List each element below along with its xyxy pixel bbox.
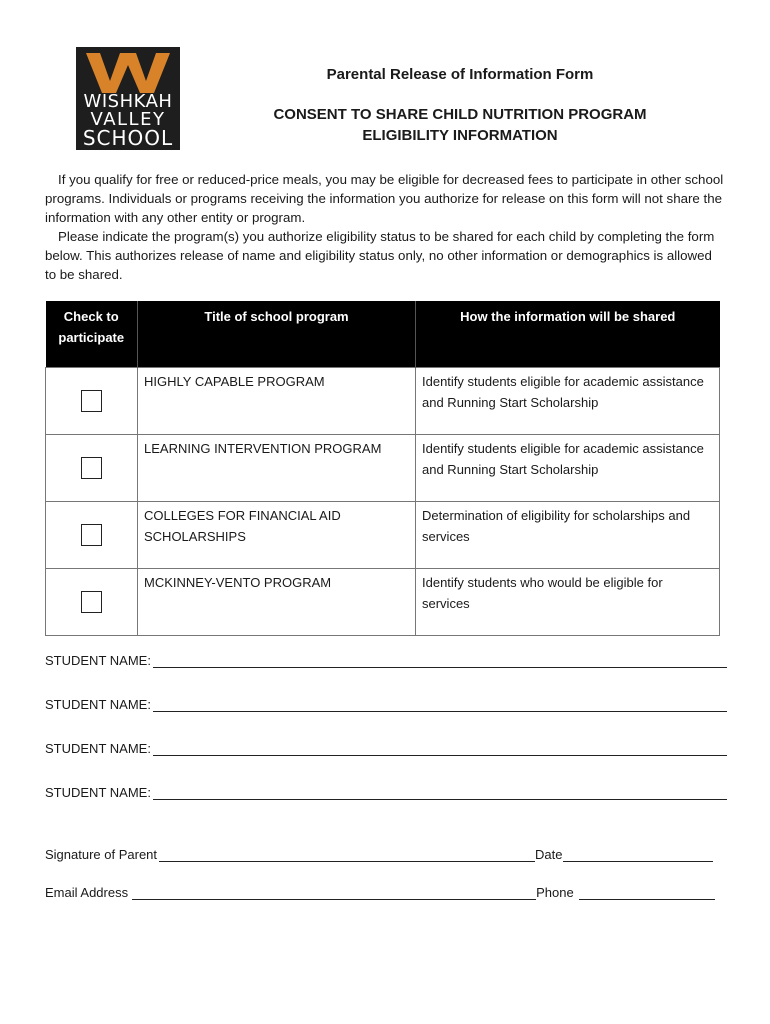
email-label: Email Address <box>45 885 129 900</box>
form-subtitle: CONSENT TO SHARE CHILD NUTRITION PROGRAM ELIGIBILITY INFORMATION <box>273 106 647 144</box>
participate-checkbox-colleges-financial-aid[interactable] <box>81 524 102 546</box>
student-name-label: STUDENT NAME: <box>45 785 151 800</box>
date-input-line[interactable] <box>563 847 713 862</box>
student-name-field-3 <box>45 741 727 756</box>
student-name-input-line[interactable] <box>153 653 727 668</box>
student-name-input-line[interactable] <box>153 697 727 712</box>
intro-paragraph-2: Please indicate the program(s) you authorize eligibility status to be shared for each child by completing the form below. This authorizes release of name and eligibility status only, no other information or demographics is allowed to be shared. <box>45 229 715 282</box>
table-row <box>46 502 720 569</box>
email-input-line[interactable] <box>132 885 536 900</box>
sharing-description-cell: Identify students eligible for academic assistance and Running Start Scholarship <box>416 435 720 502</box>
email-phone-row <box>45 885 715 900</box>
program-title-cell: LEARNING INTERVENTION PROGRAM <box>138 435 416 502</box>
table-row <box>46 368 720 435</box>
signature-label: Signature of Parent <box>45 847 158 862</box>
program-title-cell: MCKINNEY-VENTO PROGRAM <box>138 569 416 636</box>
program-title-cell: COLLEGES FOR FINANCIAL AID SCHOLARSHIPS <box>138 502 416 569</box>
table-row <box>46 569 720 636</box>
student-name-field-2 <box>45 697 727 712</box>
program-title-cell: HIGHLY CAPABLE PROGRAM <box>138 368 416 435</box>
student-name-input-line[interactable] <box>153 741 727 756</box>
student-name-label: STUDENT NAME: <box>45 653 151 668</box>
checkbox-cell <box>46 368 138 435</box>
table-row <box>46 435 720 502</box>
header-check-to-participate: Check to participate <box>46 301 138 368</box>
student-name-label: STUDENT NAME: <box>45 697 151 712</box>
school-logo <box>76 47 180 150</box>
header-program-title: Title of school program <box>138 301 416 368</box>
form-title: Parental Release of Information Form <box>326 66 594 83</box>
logo-text-line-2: VALLEY <box>90 109 166 130</box>
phone-label: Phone <box>536 885 574 900</box>
logo-text-line-1: WISHKAH <box>83 91 173 112</box>
program-table <box>45 301 720 636</box>
date-label: Date <box>535 847 563 862</box>
signature-date-row <box>45 847 713 862</box>
student-name-field-4 <box>45 785 727 800</box>
logo-text-line-3: SCHOOL <box>82 126 174 150</box>
intro-paragraph-1: If you qualify for free or reduced-price meals, you may be eligible for decreased fees to participate in other school programs. Individuals or programs receiving the information you authorize for release on this form will not share the information with any other entity or program. <box>45 172 724 225</box>
sharing-description-cell: Determination of eligibility for scholarships and services <box>416 502 720 569</box>
participate-checkbox-learning-intervention[interactable] <box>81 457 102 479</box>
checkbox-cell <box>46 435 138 502</box>
sharing-description-cell: Identify students who would be eligible for services <box>416 569 720 636</box>
participate-checkbox-highly-capable[interactable] <box>81 390 102 412</box>
checkbox-cell <box>46 569 138 636</box>
student-name-label: STUDENT NAME: <box>45 741 151 756</box>
table-header-row <box>46 301 720 368</box>
student-name-input-line[interactable] <box>153 785 727 800</box>
phone-input-line[interactable] <box>579 885 715 900</box>
student-name-field-1 <box>45 653 727 668</box>
participate-checkbox-mckinney-vento[interactable] <box>81 591 102 613</box>
signature-input-line[interactable] <box>159 847 535 862</box>
checkbox-cell <box>46 502 138 569</box>
header-how-shared: How the information will be shared <box>416 301 720 368</box>
sharing-description-cell: Identify students eligible for academic assistance and Running Start Scholarship <box>416 368 720 435</box>
